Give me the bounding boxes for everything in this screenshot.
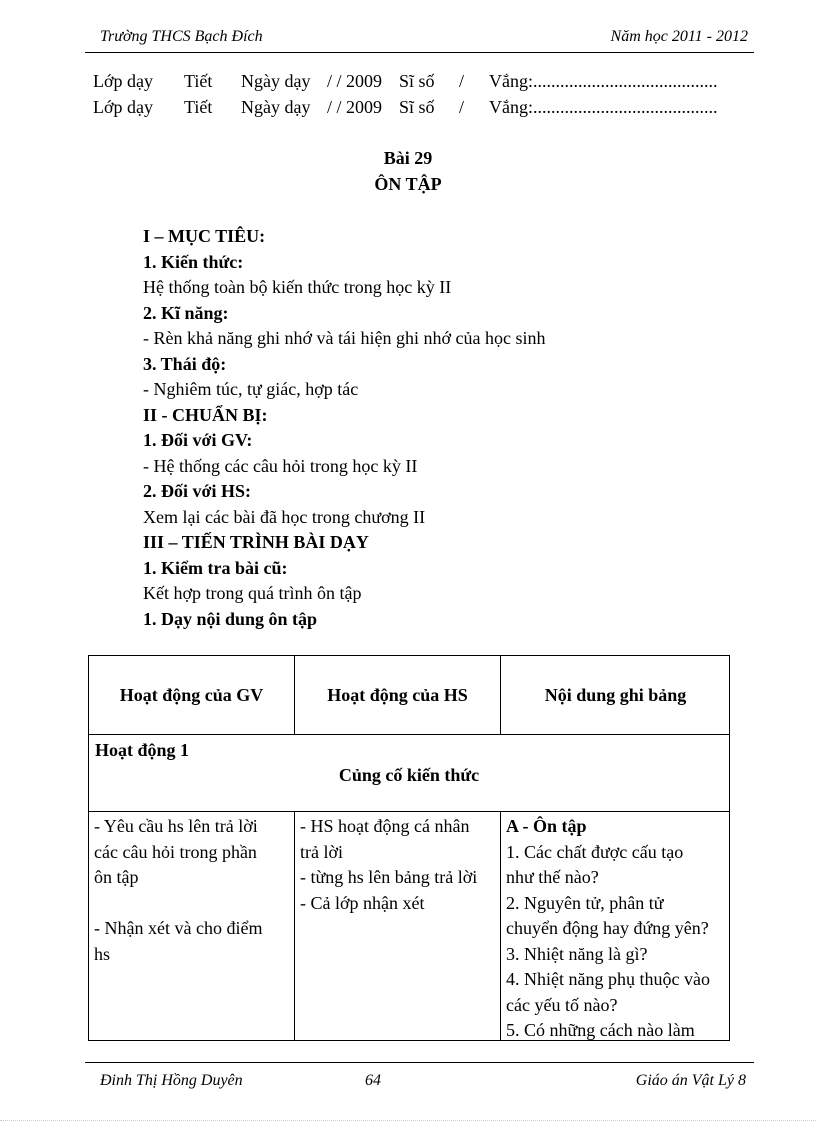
table-header-content: Nội dung ghi bảng xyxy=(544,684,687,705)
activity-label: Hoạt động 1 xyxy=(95,740,190,760)
paragraph: Kết hợp trong quá trình ôn tập xyxy=(143,583,362,603)
text-line: - HS hoạt động cá nhân xyxy=(300,816,470,836)
period-label: Tiết xyxy=(184,71,213,91)
text-line: các yếu tố nào? xyxy=(506,994,618,1015)
attendance-label: Sĩ số xyxy=(399,97,435,117)
table-header-gv: Hoạt động của GV xyxy=(119,684,264,705)
text-line: 2. Nguyên tử, phân tử xyxy=(506,892,664,913)
text-line: 3. Nhiệt năng là gì? xyxy=(506,943,648,964)
paragraph: Xem lại các bài đã học trong chương II xyxy=(143,506,426,527)
footer-divider xyxy=(85,1062,754,1063)
table-header-hs: Hoạt động của HS xyxy=(327,684,468,705)
header-school: Trường THCS Bạch Đích xyxy=(100,28,263,45)
paragraph: - Rèn khả năng ghi nhớ và tái hiện ghi nhớ của học sinh xyxy=(143,328,546,348)
date-label: Ngày dạy xyxy=(241,71,311,91)
hs-activity-cell xyxy=(300,814,496,916)
attendance-slash: / xyxy=(459,97,465,117)
subsection-heading: 1. Kiến thức: xyxy=(143,251,244,272)
attendance-label: Sĩ số xyxy=(399,71,435,91)
footer-author: Đinh Thị Hồng Duyên xyxy=(100,1072,243,1089)
subsection-heading: 1. Đối với GV: xyxy=(143,430,253,450)
subsection-heading: 1. Kiểm tra bài cũ: xyxy=(143,557,288,578)
board-heading: A - Ôn tập xyxy=(506,816,587,836)
subsection-heading: 2. Kĩ năng: xyxy=(143,302,229,323)
lesson-body xyxy=(143,224,545,632)
column-divider xyxy=(500,811,501,1040)
date-label: Ngày dạy xyxy=(241,97,311,117)
activity-title: Củng cố kiến thức xyxy=(338,765,480,785)
text-line: - Nhận xét và cho điểm xyxy=(94,918,263,938)
date-value: / / 2009 xyxy=(327,71,383,91)
text-line xyxy=(94,891,290,917)
text-line: 5. Có những cách nào làm xyxy=(506,1020,695,1040)
header-year: Năm học 2011 - 2012 xyxy=(610,28,748,45)
text-line: chuyển động hay đứng yên? xyxy=(506,918,709,938)
class-label: Lớp dạy xyxy=(93,97,154,117)
footer-page-number: 64 xyxy=(365,1072,381,1089)
section-heading: III – TIẾN TRÌNH BÀI DẠY xyxy=(143,532,369,552)
paragraph: Hệ thống toàn bộ kiến thức trong học kỳ II xyxy=(143,277,452,297)
lesson-number: Bài 29 xyxy=(383,148,433,168)
date-value: / / 2009 xyxy=(327,97,383,117)
absent-label: Vắng:......................................... xyxy=(489,97,718,117)
board-content-cell xyxy=(506,814,728,1044)
text-line: các câu hỏi trong phần xyxy=(94,841,257,862)
text-line: như thế nào? xyxy=(506,867,599,887)
text-line: 4. Nhiệt năng phụ thuộc vào xyxy=(506,969,710,989)
header-divider xyxy=(85,52,754,53)
row-divider xyxy=(89,811,729,812)
gv-activity-cell xyxy=(94,814,290,967)
text-line: - Yêu cầu hs lên trả lời xyxy=(94,816,258,836)
subsection-heading: 1. Dạy nội dung ôn tập xyxy=(143,608,318,629)
text-line: trả lời xyxy=(300,841,344,862)
paragraph: - Hệ thống các câu hỏi trong học kỳ II xyxy=(143,455,418,476)
attendance-slash: / xyxy=(459,71,465,91)
footer-subject: Giáo án Vật Lý 8 xyxy=(635,1072,746,1089)
absent-label: Vắng:......................................... xyxy=(489,71,718,91)
subsection-heading: 2. Đối với HS: xyxy=(143,481,251,501)
subsection-heading: 3. Thái độ: xyxy=(143,353,227,374)
row-divider xyxy=(89,734,729,735)
section-heading: II - CHUẨN BỊ: xyxy=(143,404,268,425)
text-line: - từng hs lên bảng trả lời xyxy=(300,867,478,887)
text-line: ôn tập xyxy=(94,867,139,887)
class-label: Lớp dạy xyxy=(93,71,154,91)
lesson-table xyxy=(88,655,730,1041)
page-edge xyxy=(0,1120,816,1121)
column-divider xyxy=(294,811,295,1040)
section-heading: I – MỤC TIÊU: xyxy=(143,226,266,246)
text-line: 1. Các chất được cấu tạo xyxy=(506,841,684,862)
text-line: - Cả lớp nhận xét xyxy=(300,892,425,913)
period-label: Tiết xyxy=(184,97,213,117)
lesson-title: ÔN TẬP xyxy=(374,174,442,194)
paragraph: - Nghiêm túc, tự giác, hợp tác xyxy=(143,379,359,399)
text-line: hs xyxy=(94,943,111,964)
